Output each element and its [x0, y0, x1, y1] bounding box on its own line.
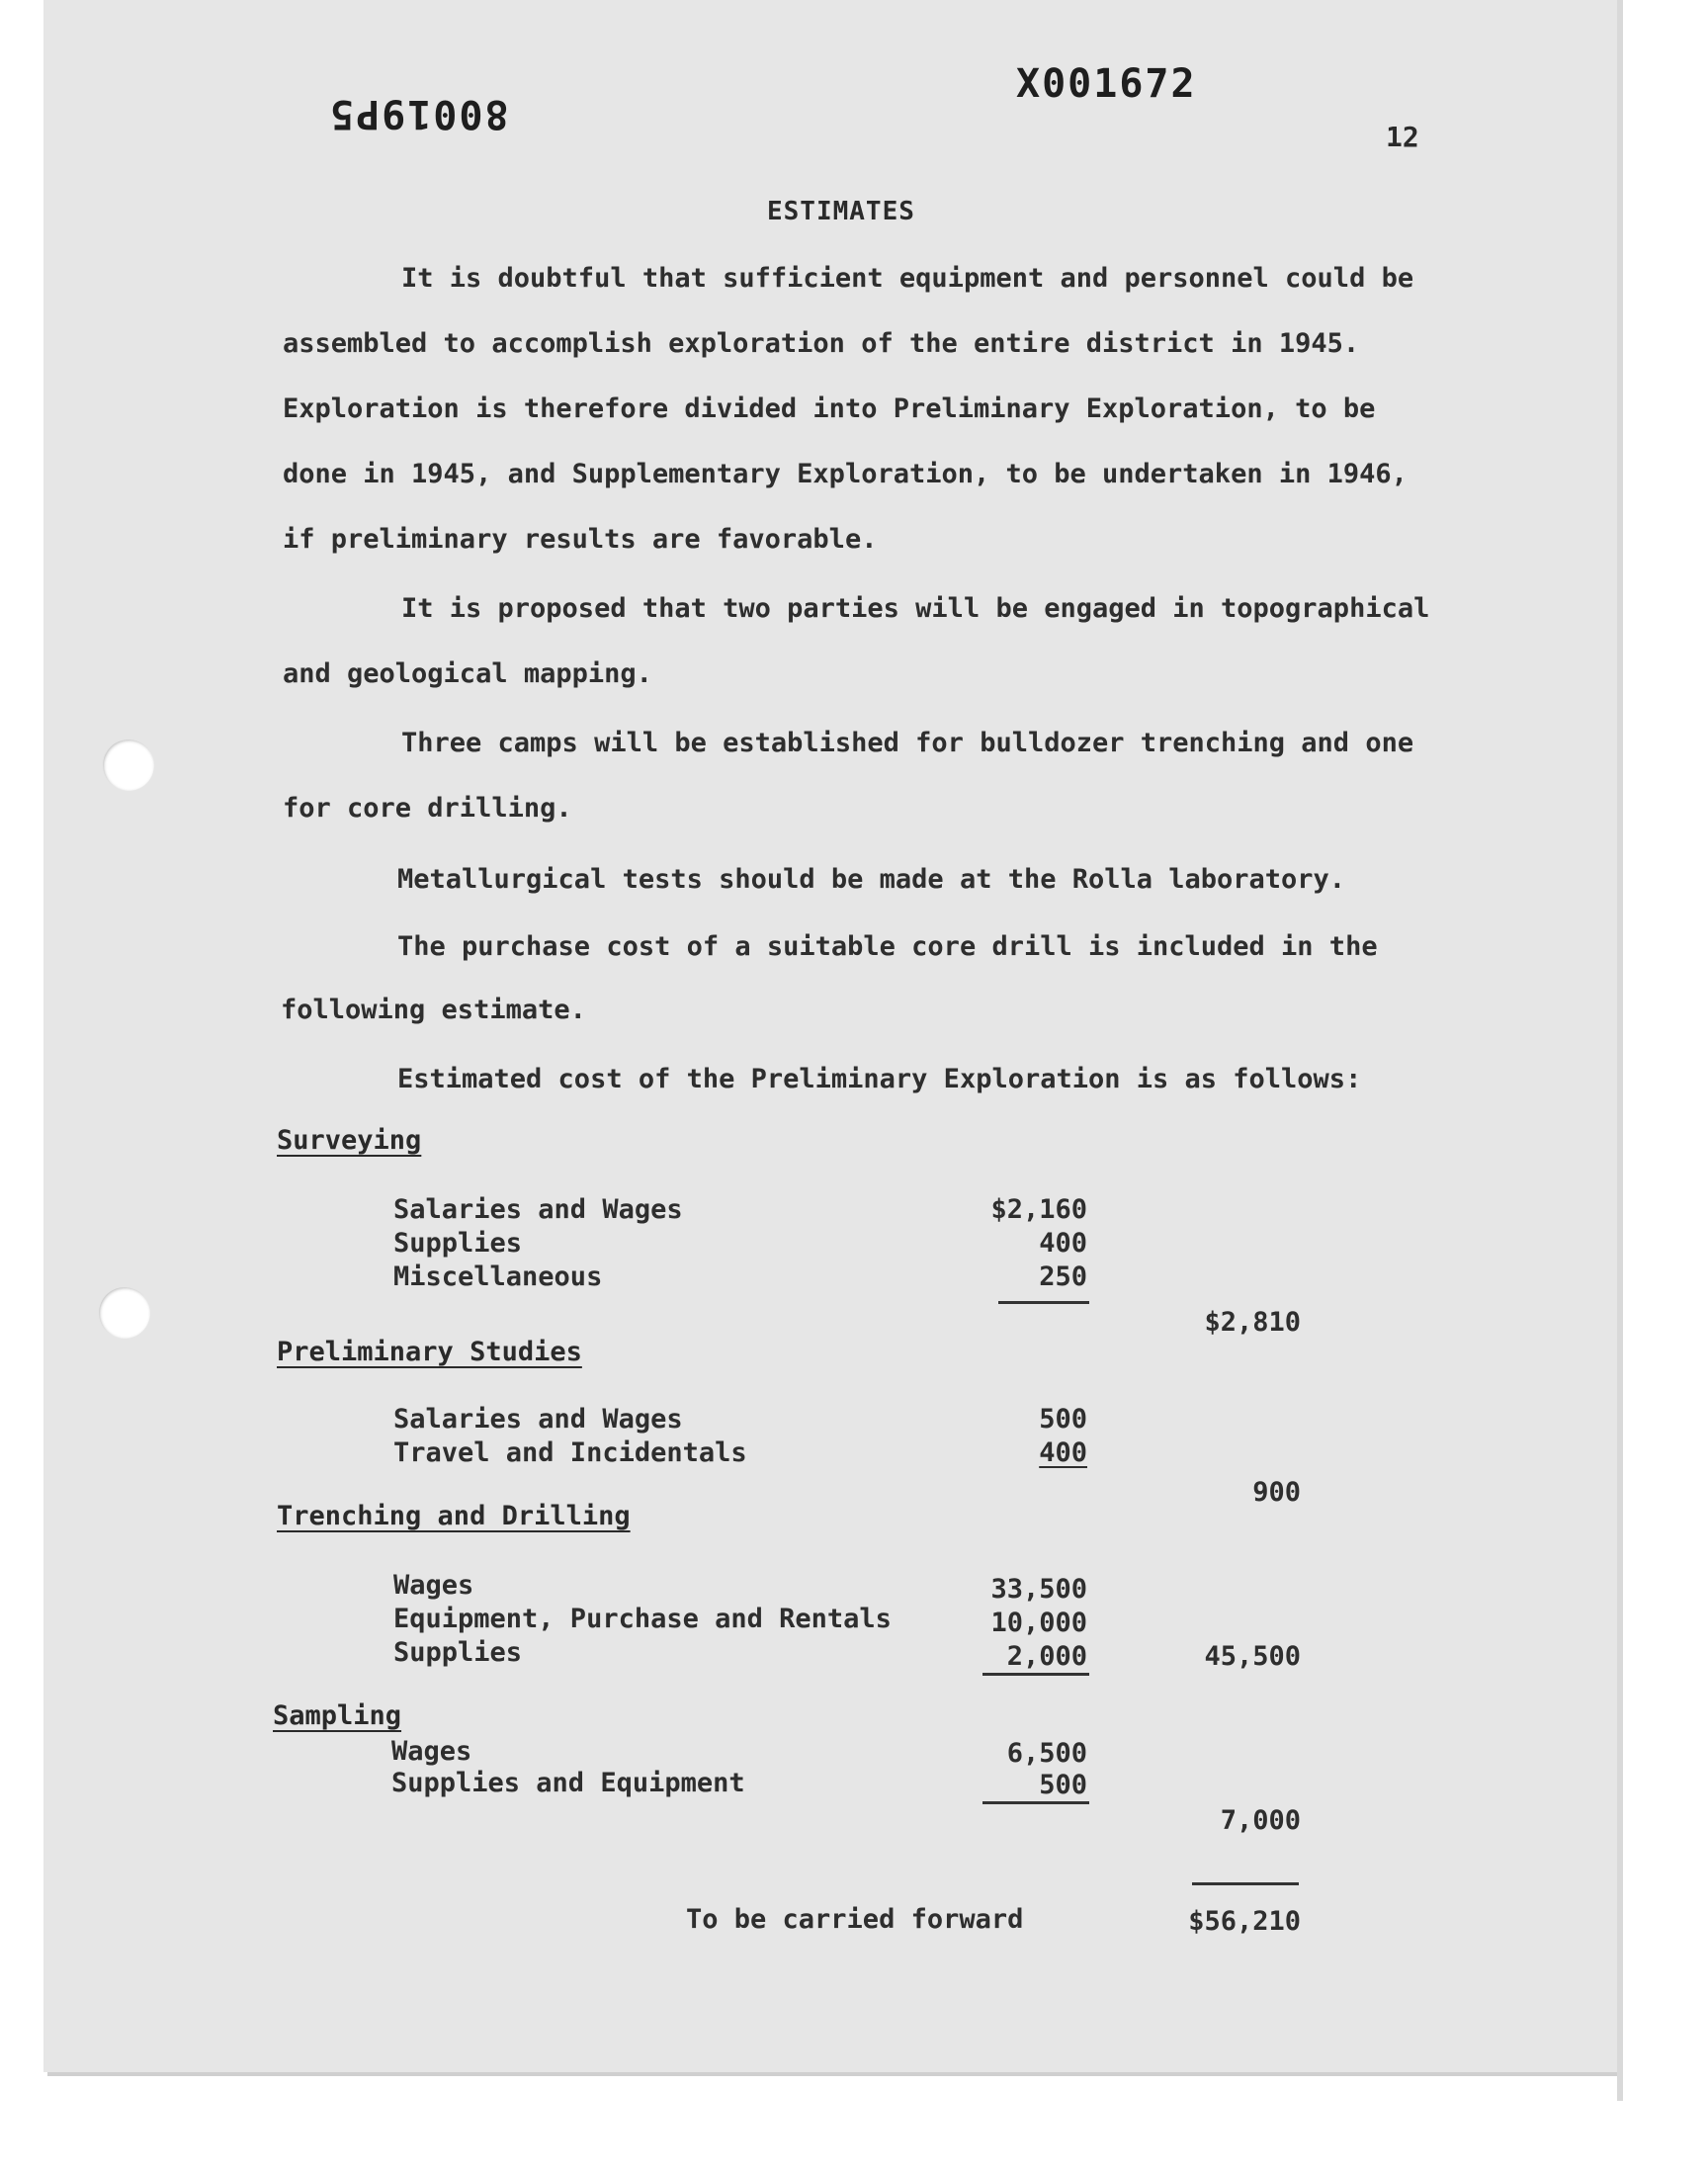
paragraph-line: Estimated cost of the Preliminary Exploration is as follows: [397, 1064, 1362, 1094]
punch-hole-top [103, 740, 154, 791]
paragraph-line: and geological mapping. [283, 658, 652, 689]
paragraph-line: The purchase cost of a suitable core drill is included in the [397, 931, 1378, 962]
line-item-amount: 500 [1039, 1770, 1087, 1800]
line-item-label: Miscellaneous [393, 1262, 603, 1292]
paragraph-line: It is doubtful that sufficient equipment and personnel could be [401, 263, 1414, 294]
document-number-stamp-left: 80019P5 [328, 91, 509, 136]
line-item-label: Wages [393, 1570, 474, 1601]
line-item-amount: 33,500 [990, 1574, 1087, 1605]
punch-hole-bottom [99, 1287, 150, 1339]
section-total: $2,810 [1204, 1307, 1301, 1338]
line-item-amount: 2,000 [1006, 1641, 1087, 1672]
line-item-amount: $2,160 [990, 1194, 1087, 1225]
document-title: ESTIMATES [767, 197, 915, 226]
subtotal-rule [998, 1301, 1089, 1304]
paragraph-line: assembled to accomplish exploration of the entire district in 1945. [283, 328, 1360, 359]
section-total: 900 [1252, 1477, 1301, 1508]
page-number: 12 [1386, 121, 1419, 153]
line-item-amount: 400 [1039, 1437, 1087, 1468]
paper-sheet [43, 0, 1617, 2072]
paragraph-line: Metallurgical tests should be made at the Rolla laboratory. [397, 864, 1346, 895]
subtotal-rule [982, 1801, 1089, 1804]
document-number-stamp-right: X001672 [1016, 61, 1197, 107]
paragraph-line: done in 1945, and Supplementary Exploration, to be undertaken in 1946, [283, 459, 1408, 489]
line-item-label: Salaries and Wages [393, 1404, 683, 1435]
paragraph-line: following estimate. [281, 995, 586, 1025]
line-item-label: Supplies and Equipment [391, 1768, 745, 1798]
line-item-label: Equipment, Purchase and Rentals [393, 1604, 892, 1634]
section-total: 45,500 [1204, 1641, 1301, 1672]
carried-forward-label: To be carried forward [686, 1904, 1024, 1935]
line-item-label: Wages [391, 1736, 472, 1767]
paragraph-line: for core drilling. [283, 793, 572, 824]
line-item-label: Supplies [393, 1637, 523, 1668]
carried-forward-total: $56,210 [1188, 1906, 1301, 1937]
line-item-amount: 250 [1039, 1262, 1087, 1292]
line-item-label: Travel and Incidentals [393, 1437, 747, 1468]
paragraph-line: It is proposed that two parties will be engaged in topographical [401, 593, 1430, 624]
scan-edge [1617, 0, 1623, 2101]
section-total: 7,000 [1220, 1805, 1301, 1836]
line-item-amount: 500 [1039, 1404, 1087, 1435]
section-heading: Preliminary Studies [277, 1337, 582, 1367]
paragraph-line: Three camps will be established for bulldozer trenching and one [401, 728, 1414, 758]
grand-total-rule [1192, 1882, 1299, 1885]
line-item-amount: 400 [1039, 1228, 1087, 1259]
line-item-label: Salaries and Wages [393, 1194, 683, 1225]
line-item-amount: 6,500 [1006, 1738, 1087, 1769]
paragraph-line: if preliminary results are favorable. [283, 524, 878, 555]
section-heading: Surveying [277, 1125, 422, 1156]
line-item-label: Supplies [393, 1228, 523, 1259]
paragraph-line: Exploration is therefore divided into Preliminary Exploration, to be [283, 393, 1376, 424]
section-heading: Sampling [273, 1700, 402, 1731]
section-heading: Trenching and Drilling [277, 1501, 631, 1531]
line-item-amount: 10,000 [990, 1608, 1087, 1638]
subtotal-rule [982, 1673, 1089, 1676]
